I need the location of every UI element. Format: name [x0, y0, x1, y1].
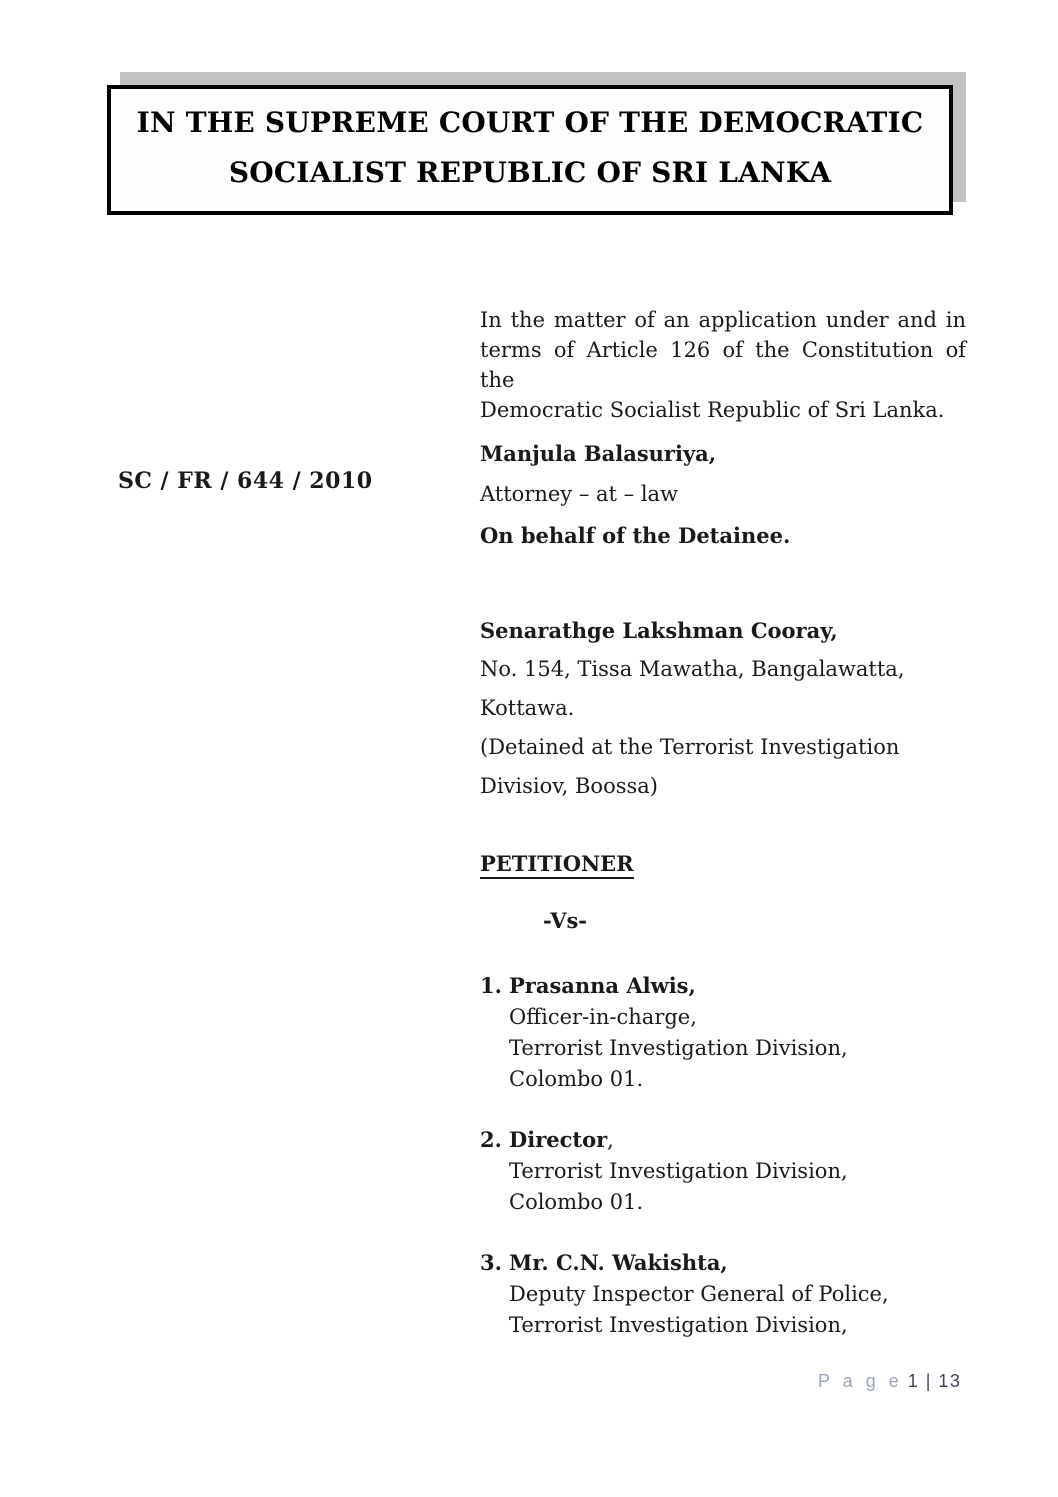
attorney-name: Manjula Balasuriya,	[480, 441, 717, 466]
matter-clause-line: In the matter of an application under and in	[480, 308, 966, 332]
matter-clause-line: terms of Article 126 of the Constitution of the	[480, 338, 966, 392]
respondent-number: 2.	[480, 1127, 502, 1152]
respondent-content	[509, 1124, 848, 1218]
matter-clause	[480, 305, 966, 425]
respondent-name-row	[509, 970, 848, 1002]
detainee-address-line-1: No. 154, Tissa Mawatha, Bangalawatta,	[480, 657, 905, 681]
respondent-detail-line: Officer-in-charge,	[509, 1005, 697, 1029]
respondent-item	[480, 1124, 889, 1218]
versus-label: -Vs-	[543, 908, 588, 933]
respondent-content	[509, 1247, 889, 1341]
court-title-line-1: IN THE SUPREME COURT OF THE DEMOCRATIC	[136, 106, 924, 139]
footer-page-value: 1 | 13	[907, 1371, 962, 1391]
detainee-name: Senarathge Lakshman Cooray,	[480, 618, 838, 643]
respondent-detail-line: Colombo 01.	[509, 1190, 644, 1214]
respondent-detail-line: Terrorist Investigation Division,	[509, 1036, 848, 1060]
respondent-detail-line: Colombo 01.	[509, 1067, 644, 1091]
court-title-line-2: SOCIALIST REPUBLIC OF SRI LANKA	[228, 156, 832, 189]
case-number: SC / FR / 644 / 2010	[118, 468, 373, 494]
respondent-name-row	[509, 1247, 889, 1279]
petitioner-label	[480, 851, 634, 879]
attorney-on-behalf: On behalf of the Detainee.	[480, 523, 791, 548]
detention-note-line-1: (Detained at the Terrorist Investigation	[480, 735, 900, 759]
detainee-block	[480, 611, 905, 806]
respondent-detail-line: Terrorist Investigation Division,	[509, 1159, 848, 1183]
detention-note-line-2: Divisiov, Boossa)	[480, 774, 658, 798]
respondent-item	[480, 1247, 889, 1341]
attorney-designation: Attorney – at – law	[480, 482, 679, 506]
respondent-detail-line: Terrorist Investigation Division,	[509, 1313, 848, 1337]
footer-page-word: P a g e	[818, 1371, 903, 1391]
detainee-address-line-2: Kottawa.	[480, 696, 575, 720]
court-title-box	[107, 85, 953, 215]
respondent-number: 3.	[480, 1250, 502, 1275]
respondent-name: Mr. C.N. Wakishta,	[509, 1250, 728, 1275]
respondent-name: Director	[509, 1127, 608, 1152]
respondent-name: Prasanna Alwis,	[509, 973, 696, 998]
attorney-block	[480, 433, 790, 556]
respondents-list	[480, 970, 889, 1341]
page-footer	[818, 1371, 961, 1392]
respondent-item	[480, 970, 889, 1095]
respondent-name-suffix: ,	[607, 1128, 614, 1152]
respondent-detail-line: Deputy Inspector General of Police,	[509, 1282, 889, 1306]
respondent-content	[509, 970, 848, 1095]
respondent-number: 1.	[480, 973, 502, 998]
respondent-name-row	[509, 1124, 848, 1156]
petitioner-label-text: PETITIONER	[480, 851, 634, 879]
matter-clause-line: Democratic Socialist Republic of Sri Lanka.	[480, 398, 945, 422]
